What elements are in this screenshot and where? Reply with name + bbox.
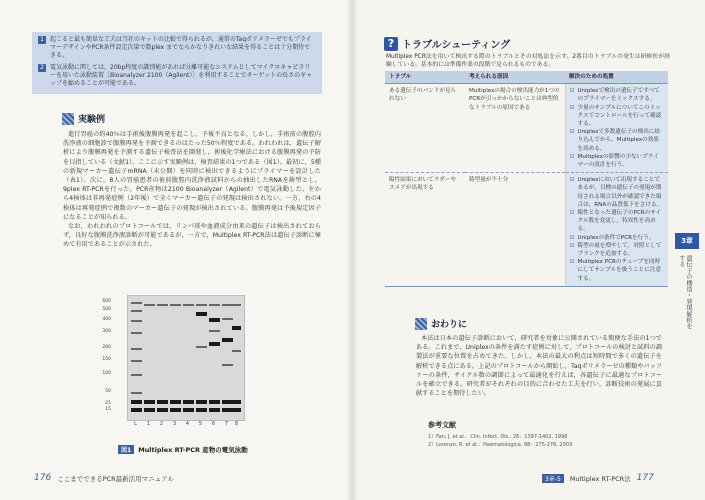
- gel-band: [209, 304, 220, 306]
- gel-band: [131, 310, 142, 312]
- gel-lane: [209, 298, 220, 418]
- section-name: Multiplex RT-PCR法: [569, 474, 631, 483]
- gel-band: [170, 400, 181, 404]
- gel-band: [196, 408, 207, 412]
- page-number: 176: [34, 473, 52, 483]
- solution-cell: [565, 84, 668, 173]
- gel-band: [209, 408, 220, 412]
- gel-band: [170, 304, 181, 306]
- gel-band: [196, 312, 207, 316]
- paragraph: なお，われわれのプロトコールでは，リンパ球や血液成分由来の遺伝子は検出されておらず，良好な腹膜洗浄液診断が可能であるが，一方で，Multiplex RT-PCR法は遺伝子診断に極めて有用であることが示された。: [63, 223, 321, 249]
- gel-band: [131, 332, 142, 334]
- gel-band: [131, 400, 142, 404]
- note-item: [38, 64, 316, 88]
- gel-band: [157, 304, 168, 306]
- size-ladder: [87, 295, 111, 419]
- book-title: ここまでできるPCR最新活用マニュアル: [57, 474, 174, 483]
- figure-caption-text: Multiplex RT-PCR 産物の電気泳動: [138, 446, 248, 454]
- troubleshooting-intro: Multiplex PCR法を用いて検出する際のトラブルとその対処法を示す。2番目のトラブルの発生は研修医が経験している。基本的には準備作業の段階で見られるものである。: [386, 54, 670, 68]
- table-header: 考えられる原因: [465, 71, 565, 84]
- solution-item: ☑ 陽性となった遺伝子のPCRのサイクル数を変更し，特異性を高める。: [569, 210, 662, 233]
- gel-band: [131, 348, 142, 350]
- chapter-tab-number: 3章: [675, 233, 699, 249]
- solution-item: ☑ Multiplex PCRのチューブを同時にしてサンプルを扱うことに注意する。: [569, 259, 661, 282]
- checkbox-icon: ☑: [569, 104, 575, 111]
- solution-item: ☑ Uniplexにおいて出現することであるが，目標の遺伝子の発現が期待される場合以外が確認できた場合は，RNAの品質低下をさける。: [569, 177, 663, 208]
- left-footer: [34, 473, 174, 483]
- ladder-tick: 50: [105, 389, 111, 394]
- solution-item: ☑ Uniplexで検出の遺伝子ですべてのプライマーをミックスする。: [569, 88, 660, 103]
- ladder-tick: 400: [102, 317, 111, 322]
- table-header: 解決のための処置: [565, 71, 668, 84]
- section-heading-troubleshooting: [384, 36, 510, 51]
- gel-band: [232, 350, 241, 352]
- gel-lane: [131, 298, 142, 418]
- gel-band: [196, 304, 207, 306]
- gel-figure: [102, 295, 245, 430]
- table-header-row: [385, 71, 668, 84]
- table-row: [385, 173, 668, 287]
- lane-label: 1: [146, 421, 151, 427]
- gel-lane: [196, 298, 207, 418]
- section-square-icon: [415, 318, 427, 330]
- gel-band: [131, 302, 142, 304]
- lane-label: 8: [234, 421, 239, 427]
- gel-lane: [157, 298, 168, 418]
- lane-label: 7: [224, 421, 229, 427]
- checkbox-icon: ☑: [569, 259, 575, 266]
- gel-band: [131, 392, 142, 394]
- checkbox-icon: ☑: [569, 88, 575, 95]
- gel-band: [209, 318, 220, 322]
- gel-band: [232, 400, 241, 404]
- conclusion-body: [416, 334, 662, 416]
- gel-band: [131, 320, 142, 322]
- book-gutter-shadow: [346, 0, 358, 500]
- checkbox-icon: ☑: [569, 153, 575, 160]
- ladder-tick: 150: [102, 357, 111, 362]
- lane-labels: [127, 421, 243, 429]
- gel-band: [144, 400, 155, 404]
- paragraph: 進行胃癌の約40％は手術後腹膜再発を起こし，予後不良となる。しかし，手術前の腹腔内洗浄液の細胞診で腹膜再発を予測できるのはたった50％程度である。われわれは，遺伝子解析により腹膜再発を予測する遺伝子検査法を開発し，術後化学療法における腹膜再発の予防を目指している（文献1）。ここに示す実験例は，検査結果の1つである（図1）。最初に，5種の新規マーカー遺伝子mRNA（未公開）を同時に検出できるようにプライマーを設計した（表1）。次に，8人の胃癌患者の術前腹腔内洗浄液試料からの抽出したRNAを鋳型とし，9plex RT-PCRを行った。PCR産物は2100 Bioanalyzer（Agilent）で電気泳動した。左から4検体は非再発症例（2年後）で全くマーカー遺伝子の発現は検出されない。一方，右の4検体は再発症例で複数のマーカー遺伝子の発現が検出されている。腹膜再発は予後規定因子になることが知られる。: [63, 131, 321, 221]
- reference-item: 2）Lorenzo, R. et al.：Haematologica, 88：275-276, 2003: [428, 442, 573, 448]
- section-title: 実験例: [78, 115, 106, 125]
- chapter-label: 3章-5: [542, 474, 564, 483]
- gel-lane: [144, 298, 155, 418]
- checkbox-icon: ☑: [569, 129, 575, 136]
- experiment-body: [63, 130, 321, 258]
- cause-cell: Multiplexの場合の検出能力が1つのPCRが引っかからないことは典型的なトラブルの原因である: [465, 84, 565, 173]
- gel-band: [131, 374, 142, 376]
- troubleshooting-table: [385, 71, 668, 287]
- figure-caption: [118, 445, 248, 454]
- lane-label: 3: [172, 421, 177, 427]
- note-number-badge: 2: [38, 64, 46, 72]
- gel-band: [196, 346, 207, 348]
- chapter-side-tab: [675, 233, 699, 333]
- left-page: [0, 0, 352, 500]
- gel-image: [127, 295, 245, 421]
- note-number-badge: 1: [38, 36, 46, 44]
- ladder-tick: 15: [105, 407, 111, 412]
- gel-band: [209, 330, 220, 332]
- gel-band: [131, 360, 142, 362]
- right-footer: [542, 473, 654, 483]
- solution-item: ☑ 少量のサンプルについてこのミックスでコントロールを行って確認する。: [569, 104, 662, 128]
- references-title: 参考文献: [428, 421, 456, 429]
- notes-box: [32, 32, 322, 94]
- gel-band: [183, 408, 194, 412]
- note-text: 電気泳動に関しては，20bp程度の識別能があれば分離可能なシステムとしてマイクロキャピラリーを用いた泳動装置［Bioanalyzer 2100（Agilent）］を利用することでターゲットの長さのギャップを縮めることが可能である。: [50, 64, 313, 87]
- ladder-tick: 500: [102, 307, 111, 312]
- reference-item: 1）Fan, J. et al.：Clin. Infect. Dis., 26：1397-1402, 1998: [428, 434, 568, 440]
- references: [428, 420, 572, 449]
- lane-label: 4: [185, 421, 190, 427]
- note-item: [38, 36, 316, 60]
- gel-lane: [232, 298, 243, 418]
- gel-band: [157, 400, 168, 404]
- gel-band: [144, 304, 155, 306]
- gel-band: [144, 408, 155, 412]
- section-heading-conclusion: [415, 317, 467, 330]
- gel-lane: [183, 298, 194, 418]
- question-icon: ?: [384, 37, 398, 51]
- table-row: [385, 84, 668, 173]
- gel-band: [232, 408, 241, 412]
- gel-band: [157, 408, 168, 412]
- lane-label: 6: [211, 421, 216, 427]
- gel-band: [232, 304, 241, 306]
- gel-band: [209, 400, 220, 404]
- checkbox-icon: ☑: [569, 242, 575, 249]
- checkbox-icon: ☑: [569, 177, 575, 184]
- solution-item: ☑ Multiplexの影響の少ないプライマーの設計を行う。: [569, 153, 659, 169]
- ladder-tick: 300: [102, 329, 111, 334]
- checkbox-icon: ☑: [569, 210, 575, 217]
- solution-cell: [565, 173, 668, 287]
- gel-band: [183, 304, 194, 306]
- gel-band: [131, 408, 142, 412]
- section-square-icon: [62, 113, 74, 125]
- chapter-tab-title: 遺伝子の構造・発現解析をする: [678, 255, 692, 330]
- paragraph: 本法は日本の遺伝子診断において，研究者を対象に公開されている簡便な手法の1つである。これまで，Uniplexの条件を満たす症例に対して，プロトコールの検討と試料の調製法が重要な位置を占めてきた。しかし，本法の最大の利点は短時間で多くの遺伝子を解析できる点にある。上記のプロトコールから開始し，Taqポリメラーゼの種類やバッファーの条件，サイクル数の調節によって最適化を行えば，各遺伝子に最適なプロトコールを確立できる。研究者がそれぞれの目的に合わせた工夫を行い，診断技術の発展に貢献することを期待したい。: [416, 335, 662, 398]
- trouble-cell: 陽性結果においてラダーやスメアが出現する: [385, 173, 465, 287]
- gel-band: [209, 342, 220, 346]
- ladder-tick: 25: [105, 401, 111, 406]
- section-title: トラブルシューティング: [402, 40, 511, 51]
- gel-band: [232, 326, 241, 330]
- gel-band: [183, 400, 194, 404]
- figure-tag: 図1: [118, 445, 134, 454]
- note-text: 起こると最も簡単な工夫は当社のキットの比較で得られるが，通常のTaqポリメラーゼでもプライマーデザインやPCR条件設定次第で数plex までならかなりきれいな結果を得ることは十分期待できる。: [50, 36, 312, 59]
- ladder-tick: 100: [102, 371, 111, 376]
- gel-band: [196, 400, 207, 404]
- cause-cell: 鋳型量が不十分: [465, 173, 565, 287]
- section-title: おわりに: [431, 320, 468, 330]
- ladder-tick: 200: [102, 345, 111, 350]
- checkbox-icon: ☑: [569, 234, 575, 241]
- page-number: 177: [636, 473, 654, 483]
- lane-label: 2: [159, 421, 164, 427]
- solution-item: ☑ Uniplexで多数遺伝子の検出に絞り込んでから，Multiplexの効果を高める。: [569, 129, 660, 152]
- lane-label: L: [134, 421, 137, 427]
- trouble-cell: ある遺伝子のバンドが見られない: [385, 84, 465, 173]
- lane-label: 5: [198, 421, 203, 427]
- table-header: トラブル: [385, 71, 465, 84]
- solution-item: ☑ 鋳型の量を増やして，対照としてブランクを追加する。: [569, 242, 662, 258]
- ladder-tick: 600: [102, 299, 111, 304]
- section-heading-experiment: [62, 112, 105, 125]
- solution-item: ☑ Uniplexの条件でPCRを行う。: [569, 234, 655, 241]
- gel-lane: [170, 298, 181, 418]
- gel-band: [170, 408, 181, 412]
